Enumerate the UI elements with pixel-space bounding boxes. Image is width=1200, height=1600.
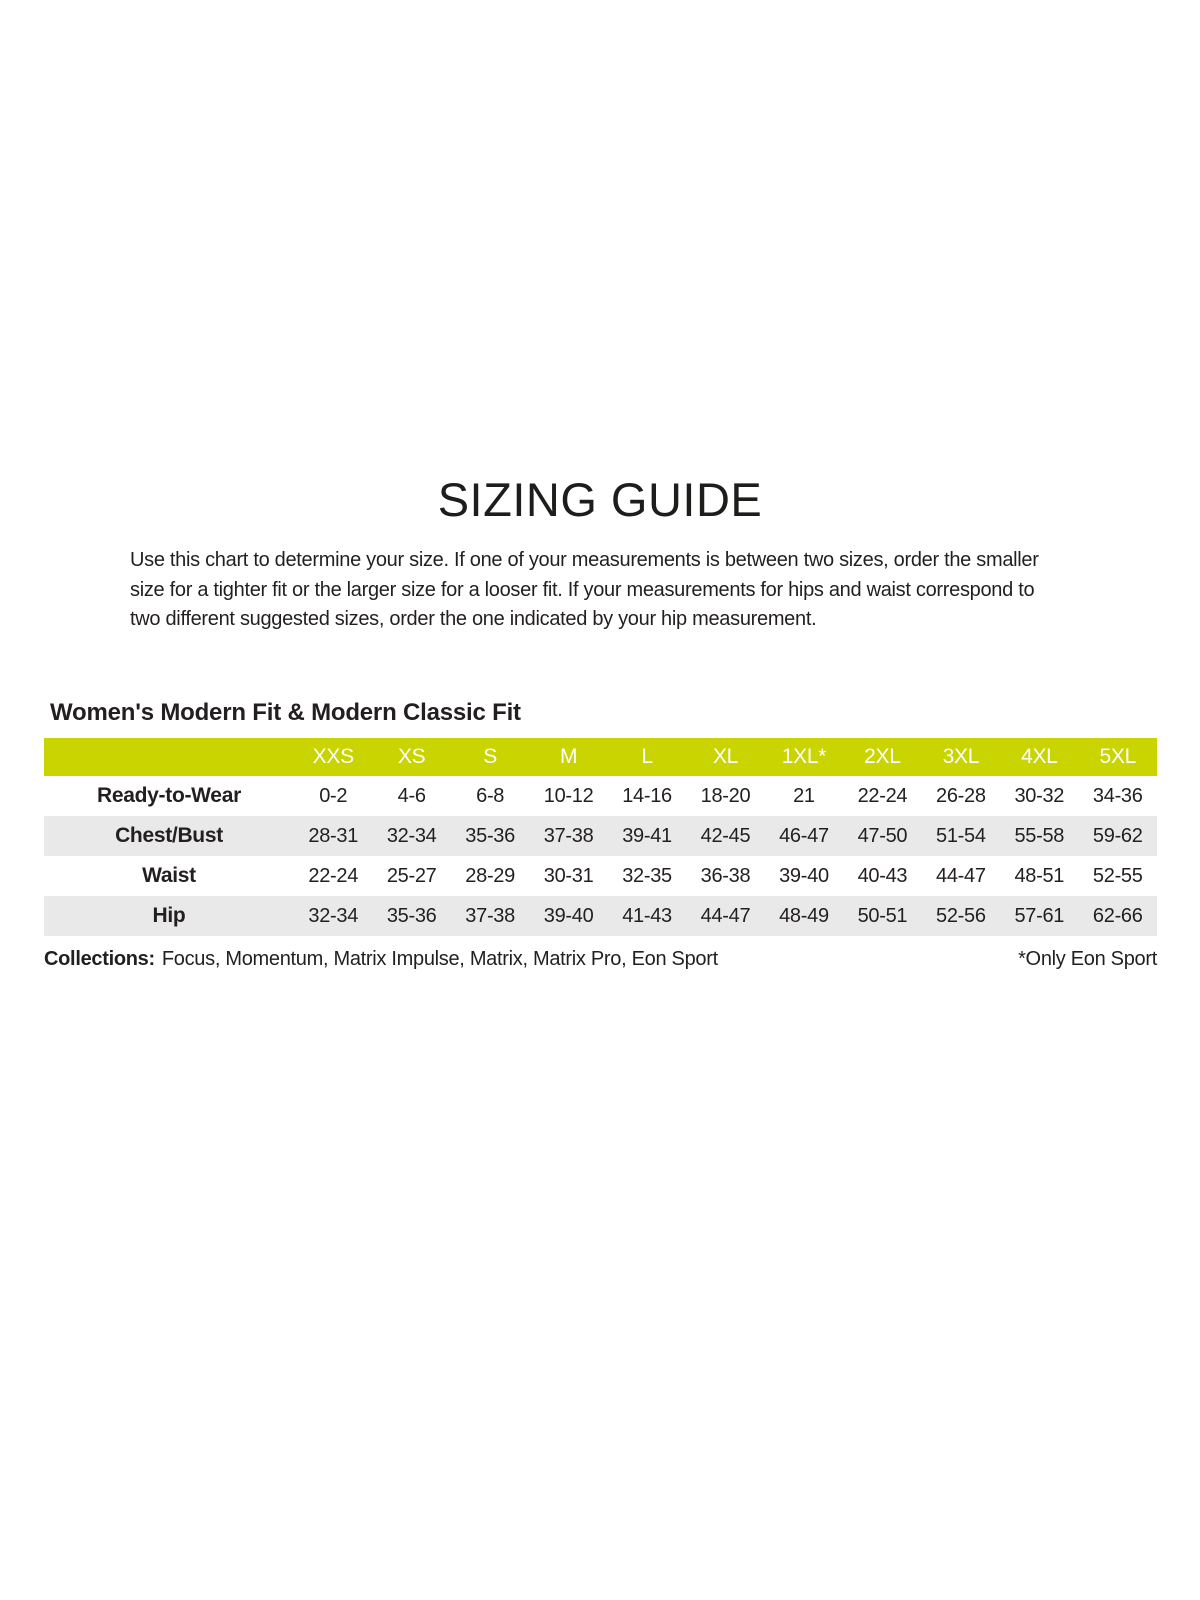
- column-header-4xl: 4XL: [1021, 745, 1058, 768]
- size-value-cell: 39-41: [622, 824, 672, 847]
- size-value-cell: 46-47: [779, 824, 829, 847]
- size-value-cell: 30-32: [1014, 784, 1065, 807]
- intro-paragraph: Use this chart to determine your size. If one of your measurements is between two sizes, order the smaller size for a tighter fit or the larger size for a looser fit. If your measurements for hips and waist correspond to two different suggested sizes, order the one indicated by your hip measurement.: [130, 549, 1039, 630]
- collections-list: Focus, Momentum, Matrix Impulse, Matrix, Matrix Pro, Eon Sport: [161, 948, 718, 970]
- table-row: [44, 776, 1157, 816]
- size-value-cell: 41-43: [622, 904, 672, 927]
- size-value-cell: 52-56: [936, 904, 986, 927]
- size-value-cell: 0-2: [319, 784, 348, 807]
- size-value-cell: 42-45: [700, 824, 751, 847]
- table-row: [44, 896, 1157, 936]
- size-value-cell: 18-20: [700, 784, 751, 807]
- table-header-row: [44, 738, 1157, 776]
- column-header-xl: XL: [712, 745, 739, 768]
- size-value-cell: 36-38: [700, 864, 751, 887]
- size-value-cell: 48-49: [779, 904, 829, 927]
- section-title: Women's Modern Fit & Modern Classic Fit: [50, 699, 521, 726]
- table-row: [44, 816, 1157, 856]
- size-value-cell: 32-35: [622, 864, 672, 887]
- column-header-s: S: [483, 745, 497, 768]
- size-value-cell: 30-31: [543, 864, 594, 887]
- page-title: SIZING GUIDE: [437, 473, 763, 526]
- size-value-cell: 35-36: [465, 824, 515, 847]
- size-value-cell: 62-66: [1092, 904, 1143, 927]
- size-value-cell: 50-51: [857, 904, 908, 927]
- size-value-cell: 57-61: [1014, 904, 1065, 927]
- size-value-cell: 47-50: [857, 824, 908, 847]
- size-value-cell: 22-24: [308, 864, 359, 887]
- column-header-l: L: [641, 745, 653, 768]
- column-header-2xl: 2XL: [864, 745, 901, 768]
- collections-footer: [44, 948, 1157, 971]
- size-value-cell: 22-24: [857, 784, 908, 807]
- row-label: Waist: [142, 864, 196, 887]
- size-value-cell: 28-29: [465, 864, 515, 887]
- size-chart-table: [44, 738, 1157, 936]
- size-value-cell: 6-8: [476, 784, 505, 807]
- size-value-cell: 4-6: [397, 784, 426, 807]
- size-value-cell: 37-38: [465, 904, 515, 927]
- size-value-cell: 25-27: [386, 864, 437, 887]
- size-value-cell: 34-36: [1092, 784, 1143, 807]
- size-value-cell: 32-34: [386, 824, 437, 847]
- size-value-cell: 40-43: [857, 864, 908, 887]
- size-value-cell: 10-12: [543, 784, 594, 807]
- size-value-cell: 44-47: [700, 904, 751, 927]
- row-label: Hip: [152, 904, 186, 927]
- column-header-1xl: 1XL*: [781, 745, 827, 768]
- size-value-cell: 39-40: [543, 904, 594, 927]
- collections-text: [44, 948, 718, 971]
- size-value-cell: 32-34: [308, 904, 359, 927]
- size-value-cell: 44-47: [936, 864, 986, 887]
- size-value-cell: 35-36: [386, 904, 437, 927]
- column-header-xxs: XXS: [312, 745, 354, 768]
- size-value-cell: 37-38: [543, 824, 594, 847]
- size-value-cell: 55-58: [1014, 824, 1065, 847]
- footnote-only-eon-sport: *Only Eon Sport: [1018, 948, 1157, 970]
- size-value-cell: 28-31: [308, 824, 359, 847]
- column-header-3xl: 3XL: [942, 745, 980, 768]
- size-value-cell: 52-55: [1092, 864, 1143, 887]
- size-value-cell: 14-16: [622, 784, 672, 807]
- column-header-xs: XS: [397, 745, 426, 768]
- table-row: [44, 856, 1157, 896]
- size-value-cell: 59-62: [1092, 824, 1143, 847]
- row-label: Ready-to-Wear: [97, 784, 241, 807]
- size-value-cell: 21: [793, 784, 815, 807]
- column-header-5xl: 5XL: [1099, 745, 1136, 768]
- size-value-cell: 39-40: [779, 864, 829, 887]
- row-label: Chest/Bust: [115, 824, 223, 847]
- column-header-m: M: [559, 745, 578, 768]
- size-value-cell: 48-51: [1014, 864, 1065, 887]
- collections-label: Collections:: [44, 948, 155, 970]
- size-value-cell: 26-28: [936, 784, 986, 807]
- size-value-cell: 51-54: [936, 824, 986, 847]
